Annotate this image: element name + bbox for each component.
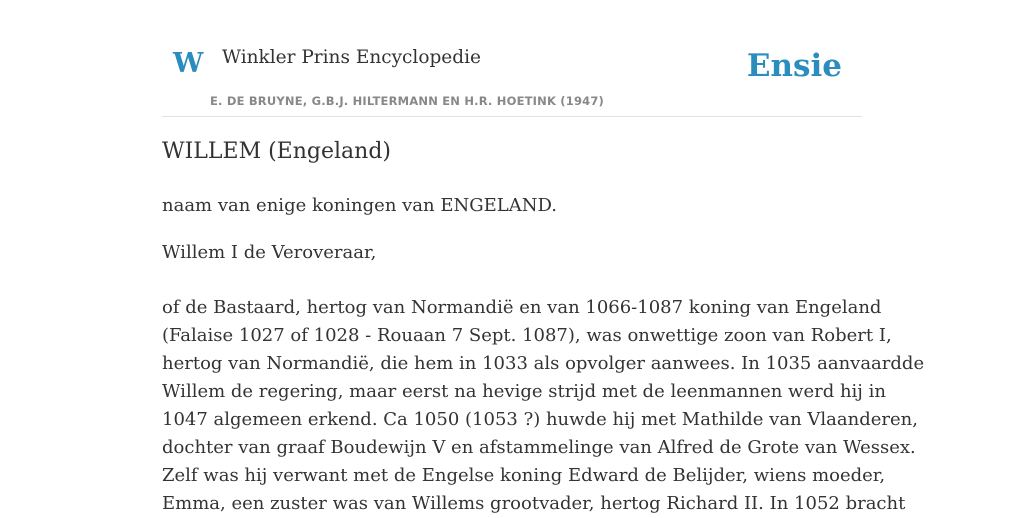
article-intro: naam van enige koningen van ENGELAND.	[162, 195, 557, 216]
body-line: (Falaise 1027 of 1028 - Rouaan 7 Sept. 1087), was onwettige zoon van Robert I,	[162, 325, 892, 346]
site-header	[162, 0, 862, 117]
site-logo-icon[interactable]: W	[173, 48, 204, 79]
site-title[interactable]: Winkler Prins Encyclopedie	[222, 47, 481, 68]
body-line: 1047 algemeen erkend. Ca 1050 (1053 ?) huwde hij met Mathilde van Vlaanderen,	[162, 409, 918, 430]
authors-line: E. DE BRUYNE, G.B.J. HILTERMANN EN H.R. HOETINK (1947)	[210, 94, 605, 108]
body-line: Willem de regering, maar eerst na hevige strijd met de leenmannen werd hij in	[162, 381, 886, 402]
article-title: WILLEM (Engeland)	[162, 139, 392, 164]
body-line: Emma, een zuster was van Willems grootvader, hertog Richard II. In 1052 bracht	[162, 493, 906, 514]
body-line: hertog van Normandië, die hem in 1033 als opvolger aanwees. In 1035 aanvaardde	[162, 353, 925, 374]
article-subhead: Willem I de Veroveraar,	[162, 242, 377, 263]
body-line: dochter van graaf Boudewijn V en afstammelinge van Alfred de Grote van Wessex.	[162, 437, 916, 458]
body-line: Zelf was hij verwant met de Engelse koning Edward de Belijder, wiens moeder,	[162, 465, 886, 486]
brand-logo[interactable]: Ensie	[746, 48, 842, 84]
article-body	[162, 294, 925, 518]
body-line: of de Bastaard, hertog van Normandië en van 1066-1087 koning van Engeland	[162, 297, 882, 318]
